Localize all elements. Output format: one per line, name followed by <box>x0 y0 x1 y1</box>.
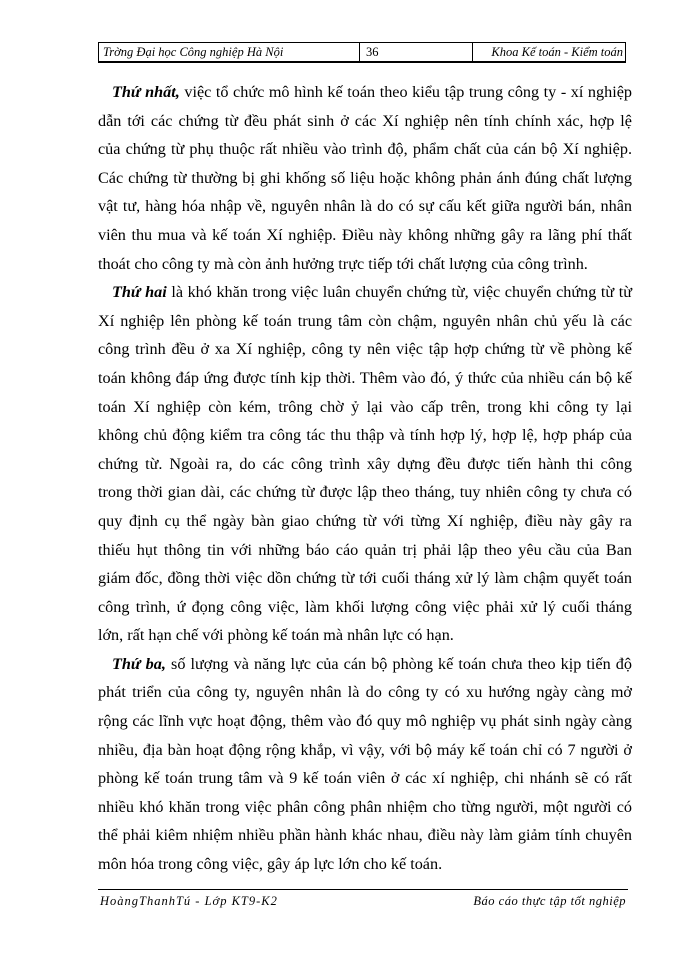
text-line: dẫn tới các chứng từ đều phát sinh ở các Xí nghiệp nên tính chính xác, hợp lệ <box>98 111 632 130</box>
text-line: phát triển của công ty, nguyên nhân là do công ty có xu hướng ngày càng mở <box>98 683 632 702</box>
text-line: vật tư, hàng hóa nhập về, nguyên nhân là do có sự cấu kết giữa người bán, nhân <box>98 197 632 216</box>
header-faculty: Khoa Kế toán - Kiểm toán <box>472 43 626 61</box>
text-line: thể phải kiêm nhiệm nhiều phần hành khác nhau, điều này làm giảm tính chuyên <box>98 826 632 845</box>
text-line: rộng các lĩnh vực hoạt động, thêm vào đó quy mô nghiệp vụ phát sinh ngày càng <box>98 712 632 731</box>
paragraph-thu-nhat <box>98 78 632 278</box>
page-footer <box>98 889 628 908</box>
text-line: công trình, ứ đọng công việc, làm khối lượng công việc phải xử lý cuối tháng <box>98 597 632 616</box>
text-line: viên thu mua và kế toán Xí nghiệp. Điều này không những gây ra lãng phí thất <box>98 225 632 244</box>
text-line: toán không đáp ứng được tính kịp thời. Thêm vào đó, ý thức của nhiều cán bộ kế <box>98 368 632 387</box>
text-line: công trình đều ở xa Xí nghiệp, công ty nên việc tập hợp chứng từ về phòng kế <box>98 340 632 359</box>
text-line: Thứ ba, số lượng và năng lực của cán bộ phòng kế toán chưa theo kịp tiến độ <box>112 654 632 673</box>
text-line: Thứ hai là khó khăn trong việc luân chuyển chứng từ, việc chuyển chứng từ từ <box>112 283 633 302</box>
footer-author: HoàngThanhTú - Lớp KT9-K2 <box>100 894 278 908</box>
text-line: thoát cho công ty mà còn ảnh hưởng trực tiếp tới chất lượng của công trình. <box>98 254 588 273</box>
footer-report-title: Báo cáo thực tập tốt nghiệp <box>473 894 626 908</box>
page-header <box>98 42 626 63</box>
text-line: toán Xí nghiệp còn kém, trông chờ ỷ lại vào cấp trên, trong khi công ty lại <box>98 397 632 416</box>
text-line: quy định cụ thể ngày bàn giao chứng từ với từng Xí nghiệp, điều này gây ra <box>98 511 632 530</box>
text-line: nhiều khó khăn trong việc phân công phân nhiệm cho từng người, một người có <box>98 797 632 816</box>
header-page-number: 36 <box>366 45 379 59</box>
paragraph-thu-hai <box>98 278 632 650</box>
text-line: nhiều, địa bàn hoạt động rộng khắp, vì vậy, với bộ máy kế toán chỉ có 7 người ở <box>98 740 632 759</box>
text-line: Xí nghiệp lên phòng kế toán trung tâm còn chậm, nguyên nhân chủ yếu là các <box>98 311 632 330</box>
text-line: thiếu hụt thông tin với những báo cáo quản trị phải lập theo yêu cầu của Ban <box>98 540 632 559</box>
paragraph-lead: Thứ nhất, <box>112 83 180 101</box>
paragraph-lead: Thứ hai <box>112 283 167 302</box>
text-line: môn hóa trong công việc, gây áp lực lớn cho kế toán. <box>98 855 443 874</box>
text-line: trong thời gian dài, các chứng từ được lập theo tháng, tuy nhiên công ty chưa có <box>98 483 632 502</box>
document-body <box>98 78 632 879</box>
text-line: phòng kế toán trung tâm và 9 kế toán viên ở các xí nghiệp, chi nhánh sẽ có rất <box>98 769 632 788</box>
text-line: lớn, rất hạn chế với phòng kế toán mà nhân lực có hạn. <box>98 626 454 645</box>
header-school: Trờng Đại học Công nghiệp Hà Nội <box>98 43 360 61</box>
text-line: giám đốc, đồng thời việc dồn chứng từ tới cuối tháng xử lý làm chậm quyết toán <box>98 569 632 588</box>
text-line: chứng từ. Ngoài ra, do các công trình xây dựng đều được tiến hành thi công <box>98 454 632 473</box>
paragraph-thu-ba <box>98 650 632 879</box>
text-line: của chứng từ phụ thuộc rất nhiều vào trình độ, phẩm chất của cán bộ Xí nghiệp. <box>98 140 632 159</box>
paragraph-lead: Thứ ba, <box>112 654 166 673</box>
text-line: không chủ động kiểm tra công tác thu thập và tính hợp lý, hợp lệ, hợp pháp của <box>98 426 632 445</box>
text-line: Các chứng từ thường bị ghi khống số liệu hoặc không phản ánh đúng chất lượng <box>98 168 632 187</box>
text-line: Thứ nhất, việc tổ chức mô hình kế toán theo kiểu tập trung công ty - xí nghiệp <box>112 83 632 101</box>
